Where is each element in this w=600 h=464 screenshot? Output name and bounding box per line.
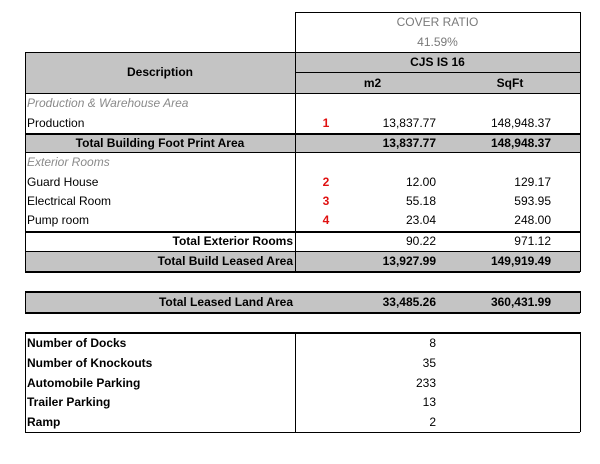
production-label: Production bbox=[27, 116, 85, 130]
grid-line bbox=[25, 312, 580, 314]
sqft-header: SqFt bbox=[496, 76, 524, 90]
stat-auto-parking-label: Automobile Parking bbox=[27, 376, 141, 390]
cover-ratio-value: 41.59% bbox=[417, 35, 458, 49]
total-exterior-label: Total Exterior Rooms bbox=[172, 234, 293, 248]
grid-line bbox=[295, 52, 296, 272]
grid-line bbox=[25, 251, 580, 252]
total-footprint-m2: 13,837.77 bbox=[382, 136, 436, 150]
total-exterior-sqft: 971.12 bbox=[514, 234, 551, 248]
grid-line bbox=[25, 271, 580, 273]
grid-line bbox=[295, 12, 296, 52]
total-leased-area-label: Total Build Leased Area bbox=[157, 254, 293, 268]
project-header: CJS IS 16 bbox=[410, 55, 465, 69]
grid-line bbox=[580, 332, 581, 432]
electrical-label: Electrical Room bbox=[27, 194, 112, 208]
total-exterior-m2: 90.22 bbox=[405, 234, 436, 248]
pump-sqft: 248.00 bbox=[514, 213, 551, 227]
guard-label: Guard House bbox=[27, 175, 99, 189]
exterior-section-title: Exterior Rooms bbox=[27, 155, 110, 169]
grid-line bbox=[25, 93, 580, 94]
m2-header: m2 bbox=[363, 76, 382, 90]
grid-line bbox=[25, 52, 580, 53]
grid-line bbox=[295, 12, 580, 13]
grid-line bbox=[580, 52, 581, 272]
total-leased-area-sqft: 149,919.49 bbox=[490, 254, 551, 268]
grid-line bbox=[25, 432, 580, 433]
grid-line bbox=[25, 52, 26, 272]
land-label: Total Leased Land Area bbox=[158, 295, 293, 309]
production-sqft: 148,948.37 bbox=[490, 116, 551, 130]
grid-line bbox=[25, 332, 580, 334]
electrical-ref: 3 bbox=[322, 194, 330, 208]
stat-ramp-label: Ramp bbox=[27, 415, 61, 429]
grid-line bbox=[295, 332, 296, 432]
grid-line bbox=[295, 72, 580, 73]
production-ref: 1 bbox=[322, 116, 330, 130]
electrical-m2: 55.18 bbox=[405, 194, 436, 208]
guard-m2: 12.00 bbox=[405, 175, 436, 189]
pump-m2: 23.04 bbox=[405, 213, 436, 227]
grid-line bbox=[25, 332, 26, 432]
grid-line bbox=[25, 231, 580, 233]
stat-trailer-parking-label: Trailer Parking bbox=[27, 395, 111, 409]
pump-ref: 4 bbox=[322, 213, 330, 227]
production-section-title: Production & Warehouse Area bbox=[27, 96, 189, 110]
grid-line bbox=[25, 152, 580, 153]
stat-docks-label: Number of Docks bbox=[27, 336, 127, 350]
grid-line bbox=[580, 291, 581, 313]
production-m2: 13,837.77 bbox=[382, 116, 436, 130]
stat-docks-value: 8 bbox=[429, 336, 436, 350]
total-footprint-label: Total Building Foot Print Area bbox=[75, 136, 245, 150]
cover-ratio-label: COVER RATIO bbox=[396, 15, 479, 29]
stat-trailer-parking-value: 13 bbox=[422, 395, 436, 409]
grid-line bbox=[25, 133, 580, 135]
pump-label: Pump room bbox=[27, 213, 90, 227]
grid-line bbox=[580, 12, 581, 52]
guard-sqft: 129.17 bbox=[514, 175, 551, 189]
stat-knockouts-value: 35 bbox=[422, 356, 436, 370]
stat-knockouts-label: Number of Knockouts bbox=[27, 356, 153, 370]
land-sqft: 360,431.99 bbox=[490, 295, 551, 309]
description-header: Description bbox=[126, 65, 193, 79]
guard-ref: 2 bbox=[322, 175, 330, 189]
stat-auto-parking-value: 233 bbox=[415, 376, 436, 390]
total-leased-area-m2: 13,927.99 bbox=[382, 254, 436, 268]
total-footprint-sqft: 148,948.37 bbox=[490, 136, 551, 150]
electrical-sqft: 593.95 bbox=[514, 194, 551, 208]
land-m2: 33,485.26 bbox=[382, 295, 436, 309]
grid-line bbox=[25, 291, 26, 313]
grid-line bbox=[25, 291, 580, 293]
stat-ramp-value: 2 bbox=[429, 415, 436, 429]
